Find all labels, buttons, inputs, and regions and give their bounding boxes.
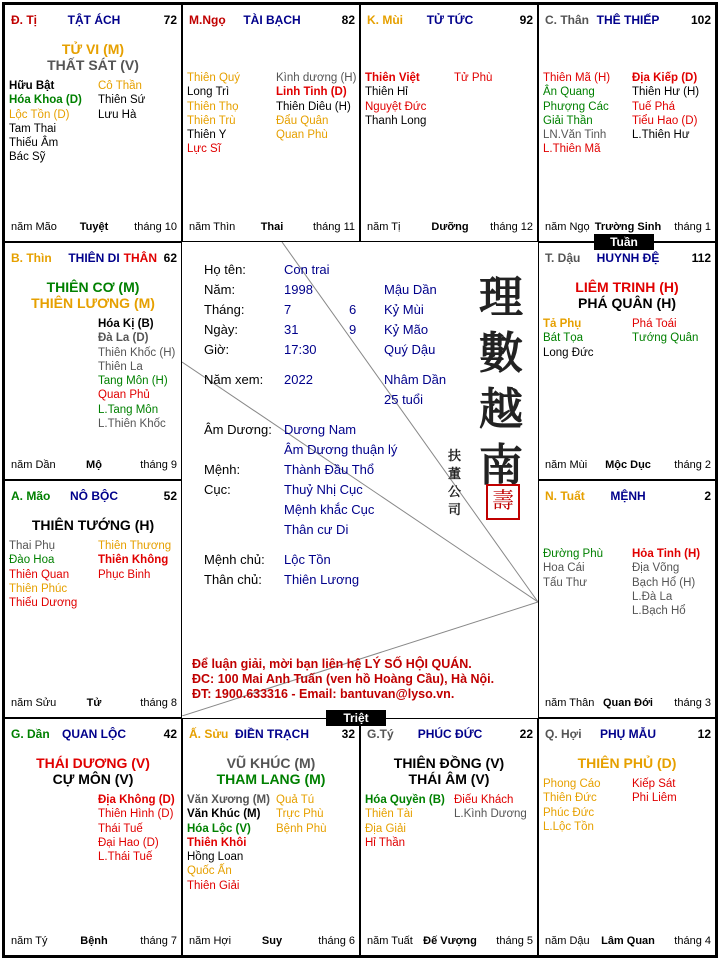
major-star: THIÊN PHỦ (D) [577, 755, 677, 771]
minor-star: LN.Văn Tinh [543, 129, 607, 142]
palace-month: tháng 2 [674, 459, 711, 471]
label-thang: Tháng: [204, 302, 245, 317]
palace-year: năm Sửu [11, 697, 57, 709]
palace-age: 2 [704, 489, 711, 503]
minor-star: Quốc Ấn [187, 865, 232, 878]
major-star: THÁI ÂM (V) [408, 771, 490, 787]
value-menh-chu: Lộc Tồn [284, 552, 331, 567]
palace-year: năm Mão [11, 221, 57, 233]
palace-age: 12 [697, 727, 711, 741]
major-star: THẤT SÁT (V) [47, 57, 139, 73]
palace-stage: Đế Vượng [423, 935, 477, 947]
minor-star: Thiên Sứ [98, 94, 146, 107]
minor-star: Kiếp Sát [632, 778, 676, 790]
value-menh: Thành Đầu Thổ [284, 462, 375, 477]
minor-star: Đường Phù [543, 548, 603, 560]
palace-name: PHÚC ĐỨC [417, 727, 483, 741]
palace-cell [360, 4, 538, 242]
contact-line-1: Để luận giải, mời bạn liên hệ LÝ SỐ HỘI QUÁN. [192, 657, 472, 671]
palace-cell [538, 242, 716, 480]
palace-stage: Tử [86, 697, 102, 709]
minor-stars-left [365, 793, 445, 850]
minor-star: Tang Môn (H) [98, 375, 168, 388]
minor-star: Hóa Quyền (B) [365, 794, 445, 806]
palace-name: ĐIỀN TRẠCH [235, 727, 309, 741]
minor-star: Đào Hoa [9, 554, 55, 567]
minor-star: Thiên Y [187, 129, 227, 142]
calligraphy-char-2: 數 [479, 328, 523, 379]
minor-star: Hoa Cái [543, 562, 585, 575]
triet-tag: Triệt [326, 710, 386, 726]
minor-star: Lực Sĩ [187, 143, 221, 156]
minor-star: Thiên Hư (H) [632, 86, 700, 99]
calligraphy-char-3: 越 [479, 384, 523, 435]
minor-star: Thiên Việt [365, 72, 420, 84]
minor-star: Bạch Hổ (H) [632, 576, 696, 589]
minor-star: L.Đà La [632, 590, 673, 603]
label-nam-xem: Năm xem: [204, 372, 264, 387]
minor-stars-right [98, 539, 171, 582]
palace-year: năm Thìn [189, 221, 236, 233]
minor-star: Điếu Khách [454, 794, 514, 806]
minor-star: Giải Thần [543, 114, 593, 127]
minor-star: L.Tang Môn [98, 403, 159, 416]
palace-year: năm Tuất [367, 935, 413, 947]
palace-cell [4, 718, 182, 956]
value-than-chu: Thiên Lương [284, 572, 360, 587]
minor-star: Lộc Tồn (D) [9, 108, 70, 121]
minor-star: L.Thiên Khốc [98, 418, 166, 431]
palace-stage: Tuyệt [79, 221, 109, 233]
major-star: THÁI DƯƠNG (V) [36, 755, 150, 771]
palace-name: THIÊN DI [68, 251, 120, 265]
minor-star: L.Thái Tuế [98, 851, 153, 864]
major-star: LIÊM TRINH (H) [575, 279, 679, 295]
minor-star: Thiên Không [98, 554, 169, 567]
palace-cell [182, 4, 360, 242]
palace-cell [538, 4, 716, 242]
palace-stage: Mộ [86, 459, 102, 471]
major-star: THIÊN ĐỒNG (V) [393, 755, 505, 771]
minor-star: Linh Tinh (D) [276, 86, 347, 99]
minor-star: Tấu Thư [543, 576, 587, 589]
palace-cell [182, 718, 360, 956]
palace-stage: Dưỡng [431, 221, 469, 233]
label-nam: Năm: [204, 282, 236, 297]
minor-star: Quan Phủ [98, 389, 150, 402]
palace-age: 42 [163, 727, 177, 741]
palace-footer [189, 935, 355, 949]
palace-branch: T. Dậu [545, 251, 581, 265]
minor-stars-right [632, 71, 699, 142]
minor-star: Thiên Khốc (H) [98, 346, 176, 359]
palace-branch: Đ. Tị [11, 13, 37, 27]
major-star: THIÊN TƯỚNG (H) [31, 517, 155, 533]
minor-star: Hỏa Tinh (H) [632, 548, 701, 560]
minor-star: Quả Tú [276, 794, 315, 806]
minor-star: Phá Toái [632, 318, 677, 330]
minor-star: Long Trì [187, 86, 230, 99]
palace-footer [367, 935, 533, 949]
major-star: TỬ VI (M) [61, 41, 125, 57]
label-than-chu: Thân chủ: [204, 572, 262, 587]
minor-star: Thiên Thương [98, 540, 172, 552]
minor-star: Trực Phù [276, 808, 324, 821]
minor-star: Tử Phù [454, 72, 493, 84]
minor-star: Thiên Hình (D) [98, 808, 174, 821]
minor-stars-right [454, 71, 492, 85]
palace-cell [4, 480, 182, 718]
minor-star: Thiếu Âm [9, 137, 59, 150]
minor-star: Thiên Đức [543, 792, 597, 805]
minor-star: Bệnh Phù [276, 822, 327, 835]
major-star: PHÁ QUÂN (H) [578, 295, 676, 311]
minor-star: L.Thiên Mã [543, 143, 601, 156]
minor-star: Phong Cáo [543, 778, 601, 790]
major-star: VŨ KHÚC (M) [226, 755, 316, 771]
palace-header [11, 489, 177, 505]
palace-year: năm Dần [11, 459, 56, 471]
palace-header [11, 251, 177, 267]
value-gio-can: Quý Dậu [384, 342, 436, 357]
palace-footer [545, 697, 711, 711]
minor-star: Ân Quang [543, 86, 595, 99]
label-ngay: Ngày: [204, 322, 238, 337]
minor-stars-right [98, 79, 145, 122]
minor-star: Bát Tọa [543, 332, 584, 345]
palace-age: 22 [519, 727, 533, 741]
minor-star: Thiên Quan [9, 568, 70, 581]
minor-star: L.Bạch Hổ [632, 605, 686, 618]
palace-age: 72 [163, 13, 177, 27]
value-nam: 1998 [284, 282, 313, 297]
minor-star: Thiên Quý [187, 72, 241, 84]
minor-star: Thái Tuế [98, 822, 143, 835]
minor-star: Hỉ Thần [365, 836, 406, 849]
major-star: THIÊN LƯƠNG (M) [31, 295, 155, 311]
palace-month: tháng 6 [318, 935, 355, 947]
value-am-duong-2: Âm Dương thuận lý [284, 442, 398, 457]
palace-month: tháng 5 [496, 935, 533, 947]
minor-star: Tuế Phá [632, 100, 676, 113]
palace-footer [367, 221, 533, 235]
palace-footer [545, 935, 711, 949]
palace-month: tháng 3 [674, 697, 711, 709]
palace-stage: Thai [260, 221, 284, 233]
palace-age: 112 [691, 251, 711, 265]
label-gio: Giờ: [204, 342, 230, 357]
palace-footer [545, 459, 711, 473]
palace-branch: G. Dần [11, 727, 50, 741]
label-am-duong: Âm Dương: [204, 422, 272, 437]
minor-stars-right [98, 317, 175, 431]
minor-star: Thiên Thọ [187, 100, 239, 113]
minor-stars-right [632, 777, 677, 806]
minor-star: Địa Không (D) [98, 794, 175, 806]
label-menh: Mệnh: [204, 462, 241, 477]
minor-star: Địa Giải [365, 822, 406, 835]
minor-stars-right [454, 793, 527, 822]
palace-branch: B. Thìn [11, 251, 52, 265]
calligraphy-char-1: 理 [479, 272, 523, 323]
palace-branch: M.Ngọ [189, 13, 226, 27]
calligraphy-char-4: 南 [479, 440, 523, 491]
tuan-tag: Tuần [594, 234, 654, 250]
palace-year: năm Tị [367, 221, 401, 233]
palace-header [11, 727, 177, 743]
minor-star: Long Đức [543, 346, 594, 359]
red-seal-stamp: 壽 [486, 484, 520, 520]
palace-cell [538, 718, 716, 956]
minor-star: Đại Hao (D) [98, 836, 159, 849]
palace-age: 102 [690, 13, 711, 27]
palace-year: năm Tý [11, 935, 48, 947]
palace-footer [545, 221, 711, 235]
value-thang-am: 6 [349, 302, 357, 317]
palace-year: năm Mùi [545, 459, 588, 471]
palace-month: tháng 4 [674, 935, 711, 947]
minor-star: Hóa Lộc (V) [187, 822, 251, 835]
value-cuc-3: Thân cư Di [284, 522, 349, 537]
palace-branch: K. Mùi [367, 13, 403, 27]
minor-star: Phúc Đức [543, 806, 595, 819]
palace-branch: Q. Hợi [545, 727, 582, 741]
palace-stage: Suy [261, 935, 283, 947]
minor-star: Phục Binh [98, 568, 151, 581]
minor-stars-left [187, 71, 240, 157]
minor-stars-right [276, 71, 356, 142]
palace-age: 92 [519, 13, 533, 27]
palace-name: PHỤ MẪU [600, 727, 656, 741]
minor-star: Nguyệt Đức [365, 100, 427, 113]
label-cuc: Cục: [204, 482, 231, 497]
minor-star: Tả Phụ [543, 318, 582, 330]
value-nam-xem-can: Nhâm Dần [384, 372, 447, 387]
value-ngay-am: 9 [349, 322, 357, 337]
minor-star: Phi Liêm [632, 792, 677, 805]
palace-month: tháng 12 [490, 221, 533, 233]
major-star: CỰ MÔN (V) [52, 771, 134, 787]
minor-star: Thiên Trù [187, 114, 236, 127]
palace-stage: Bệnh [80, 935, 108, 947]
palace-age: 82 [341, 13, 355, 27]
minor-star: Thiên Tài [365, 808, 413, 821]
palace-header [545, 251, 711, 267]
palace-branch: A. Mão [11, 489, 51, 503]
minor-stars-left [365, 71, 426, 128]
minor-stars-left [187, 793, 270, 893]
minor-star: Thai Phụ [9, 540, 56, 552]
palace-year: năm Dậu [545, 935, 590, 947]
minor-star: L.Thiên Hư [632, 129, 690, 142]
palace-name: NÔ BỘC [70, 489, 118, 503]
minor-stars-left [9, 539, 77, 610]
palace-header [11, 13, 177, 29]
value-thang: 7 [284, 302, 292, 317]
palace-year: năm Ngọ [545, 221, 590, 233]
minor-star: Thiên Diêu (H) [276, 100, 351, 113]
palace-branch: N. Tuất [545, 489, 585, 503]
major-star: THIÊN CƠ (M) [46, 279, 140, 295]
palace-name: MỆNH [610, 489, 646, 503]
palace-month: tháng 7 [140, 935, 177, 947]
palace-name: HUYNH ĐỆ [596, 251, 660, 265]
palace-age: 62 [163, 251, 177, 265]
value-cuc: Thuỷ Nhị Cục [284, 482, 363, 497]
contact-info [192, 657, 532, 702]
minor-star: Lưu Hà [98, 108, 137, 121]
minor-stars-right [276, 793, 327, 836]
value-tuoi: 25 tuổi [384, 392, 424, 407]
palace-age: 52 [163, 489, 177, 503]
palace-footer [11, 459, 177, 473]
palace-stage: Mộc Dục [605, 459, 651, 471]
palace-header [545, 13, 711, 29]
calligraphy-sub: 扶 董 公 司 [448, 449, 462, 518]
contact-line-3: ĐT: 1900.633316 - Email: bantuvan@lyso.vn. [192, 687, 455, 701]
value-ngay-can: Kỷ Mão [384, 322, 429, 337]
minor-star: Tam Thai [9, 122, 57, 135]
palace-footer [189, 221, 355, 235]
minor-star: Thiên Khôi [187, 836, 247, 849]
minor-star: Cô Thần [98, 80, 142, 92]
palace-cell [360, 718, 538, 956]
minor-star: Hồng Loan [187, 851, 244, 864]
palace-month: tháng 11 [312, 221, 355, 233]
birth-info [204, 260, 474, 600]
minor-star: Phượng Các [543, 100, 609, 113]
minor-star: Hữu Bật [9, 80, 55, 92]
minor-star: Đà La (D) [98, 332, 149, 345]
value-nam-can: Mậu Dần [384, 282, 437, 297]
value-cuc-2: Mệnh khắc Cục [284, 502, 375, 517]
minor-star: Tiểu Hao (D) [632, 114, 698, 127]
minor-star: Địa Kiếp (D) [632, 72, 698, 84]
value-am-duong: Dương Nam [284, 422, 357, 437]
palace-header [367, 13, 533, 29]
minor-star: L.Lộc Tồn [543, 820, 594, 833]
minor-stars-left [9, 79, 82, 165]
label-ho-ten: Họ tên: [204, 262, 246, 277]
minor-star: Thiên Giải [187, 879, 240, 892]
minor-stars-right [98, 793, 175, 864]
palace-footer [11, 935, 177, 949]
palace-cell [4, 242, 182, 480]
palace-branch: G.Tý [367, 727, 394, 741]
minor-star: Văn Khúc (M) [187, 808, 261, 821]
palace-year: năm Thân [545, 697, 595, 709]
palace-name: TÀI BẠCH [243, 13, 301, 27]
palace-name: TỬ TỨC [426, 13, 474, 27]
minor-stars-right [632, 317, 698, 346]
palace-name: TẬT ÁCH [67, 13, 121, 27]
minor-star: Hóa Kị (B) [98, 318, 154, 330]
palace-month: tháng 10 [134, 221, 177, 233]
value-ho-ten: Con trai [284, 262, 330, 277]
calligraphy-logo [470, 270, 532, 494]
minor-star: Đẩu Quân [276, 114, 329, 127]
minor-stars-right [632, 547, 700, 618]
palace-branch: Ấ. Sửu [189, 727, 229, 741]
minor-star: Quan Phù [276, 129, 328, 142]
palace-stage: Trường Sinh [594, 221, 662, 233]
palace-year: năm Hợi [189, 935, 232, 947]
palace-age: 32 [341, 727, 355, 741]
palace-header [189, 13, 355, 29]
minor-star: Thanh Long [365, 114, 427, 127]
palace-footer [11, 697, 177, 711]
palace-branch: C. Thân [545, 13, 589, 27]
minor-stars-left [543, 71, 610, 157]
palace-stage: Lâm Quan [601, 935, 655, 947]
palace-cell [538, 480, 716, 718]
minor-star: Bác Sỹ [9, 151, 46, 164]
minor-star: Thiên La [98, 360, 143, 373]
label-menh-chu: Mệnh chủ: [204, 552, 265, 567]
palace-header [545, 489, 711, 505]
palace-header [545, 727, 711, 743]
minor-stars-left [543, 777, 601, 834]
minor-star: Thiên Phúc [9, 582, 68, 595]
palace-name: QUAN LỘC [62, 727, 126, 741]
palace-header [189, 727, 355, 743]
minor-star: Kình dương (H) [276, 72, 357, 84]
palace-month: tháng 1 [674, 221, 711, 233]
minor-star: Tướng Quân [632, 332, 699, 345]
value-ngay: 31 [284, 322, 299, 337]
contact-line-2: ĐC: 100 Mai Anh Tuấn (ven hồ Hoàng Cầu), Hà Nội. [192, 672, 495, 686]
major-star: THAM LANG (M) [216, 771, 326, 787]
value-nam-xem: 2022 [284, 372, 313, 387]
minor-stars-left [543, 547, 603, 590]
minor-star: Thiên Hỉ [365, 86, 408, 99]
palace-header [367, 727, 533, 743]
minor-star: Hóa Khoa (D) [9, 94, 82, 107]
value-gio: 17:30 [284, 342, 317, 357]
palace-stage: Quan Đới [603, 697, 653, 709]
minor-star: Văn Xương (M) [187, 794, 270, 806]
palace-cell [4, 4, 182, 242]
palace-month: tháng 8 [140, 697, 177, 709]
minor-star: L.Kình Dương [454, 808, 527, 821]
minor-stars-left [543, 317, 594, 360]
value-thang-can: Kỷ Mùi [384, 302, 424, 317]
palace-than-marker: THÂN [123, 251, 157, 265]
palace-footer [11, 221, 177, 235]
minor-star: Địa Võng [632, 562, 680, 575]
palace-name: THÊ THIẾP [596, 13, 660, 27]
minor-star: Thiên Mã (H) [543, 72, 611, 84]
minor-star: Thiếu Dương [9, 597, 78, 610]
palace-month: tháng 9 [140, 459, 177, 471]
